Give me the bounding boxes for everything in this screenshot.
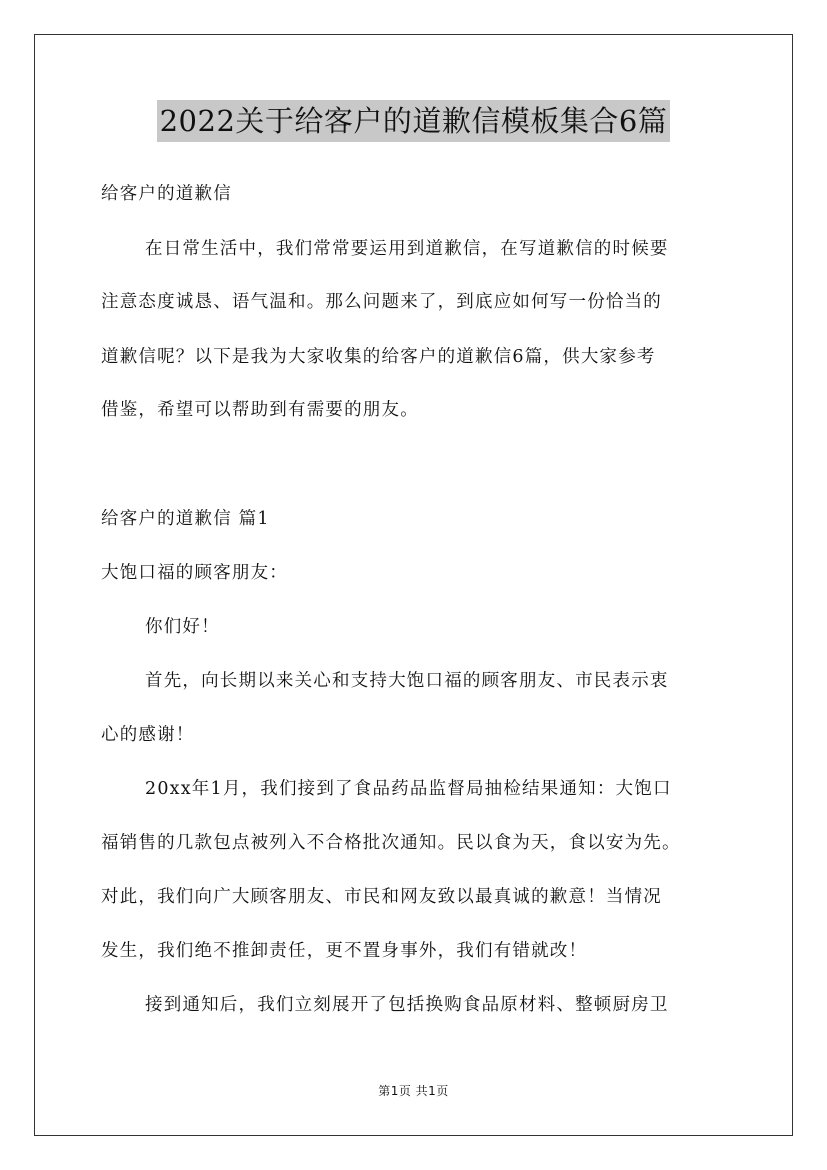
document-title-text: 2022关于给客户的道歉信模板集合6篇 xyxy=(157,100,671,142)
document-title xyxy=(0,100,827,142)
section-heading: 给客户的道歉信 xyxy=(101,184,232,204)
paragraph-line: 首先，向长期以来关心和支持大饱口福的顾客朋友、市民表示衷 xyxy=(145,671,669,691)
greeting: 你们好！ xyxy=(145,617,220,637)
paragraph-line: 在日常生活中，我们常常要运用到道歉信，在写道歉信的时候要 xyxy=(145,239,669,259)
paragraph-line: 20xx年1月，我们接到了食品药品监督局抽检结果通知：大饱口 xyxy=(145,779,672,799)
section-heading: 给客户的道歉信 篇1 xyxy=(101,509,270,529)
page-footer xyxy=(0,1083,827,1099)
paragraph-line: 福销售的几款包点被列入不合格批次通知。民以食为天，食以安为先。 xyxy=(101,833,681,853)
paragraph-line: 发生，我们绝不推卸责任，更不置身事外，我们有错就改！ xyxy=(101,941,588,961)
paragraph-line: 道歉信呢？以下是我为大家收集的给客户的道歉信6篇，供大家参考 xyxy=(101,347,656,367)
paragraph-line: 注意态度诚恳、语气温和。那么问题来了，到底应如何写一份恰当的 xyxy=(101,292,662,312)
salutation: 大饱口福的顾客朋友： xyxy=(101,563,288,583)
paragraph-line: 心的感谢！ xyxy=(101,725,195,745)
paragraph-line: 接到通知后，我们立刻展开了包括换购食品原材料、整顿厨房卫 xyxy=(145,995,669,1015)
paragraph-line: 对此，我们向广大顾客朋友、市民和网友致以最真诚的歉意！当情况 xyxy=(101,887,662,907)
paragraph-line: 借鉴，希望可以帮助到有需要的朋友。 xyxy=(101,400,419,420)
page-number: 第1页 共1页 xyxy=(378,1084,449,1098)
